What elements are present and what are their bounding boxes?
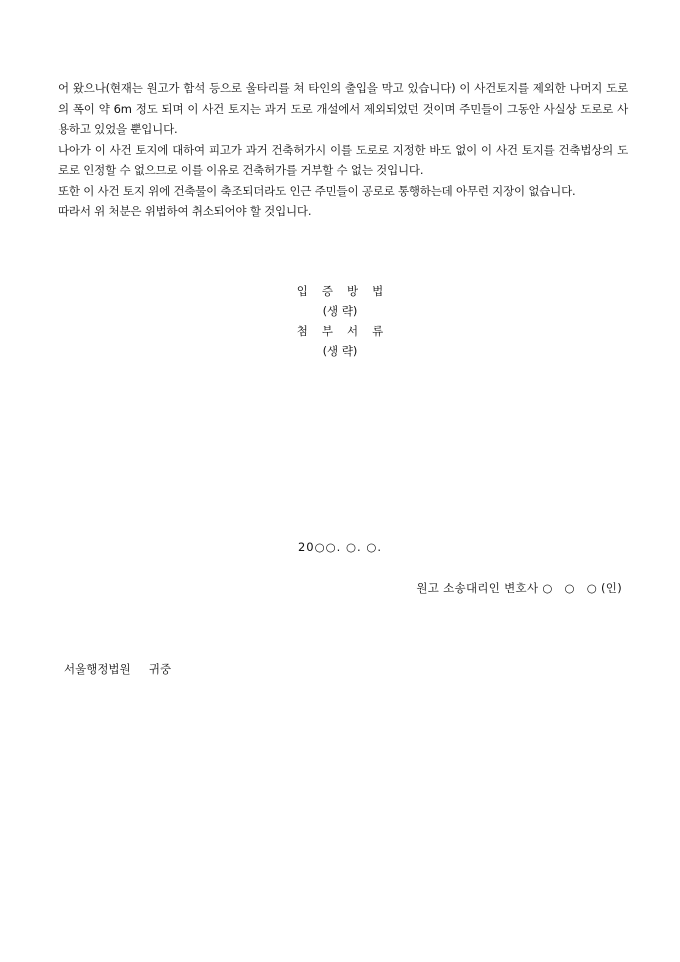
evidence-heading: 입증방법 xyxy=(296,284,398,298)
attachments-note: (생 략) xyxy=(322,344,358,358)
paragraph-no-obstruction: 또한 이 사건 토지 위에 건축물이 축조되더라도 인근 주민들이 공로로 통행하는데 아무런 지장이 없습니다. xyxy=(58,183,576,198)
paragraph-road-width: 어 왔으나(현재는 원고가 함석 등으로 울타리를 쳐 타인의 출입을 막고 있습니다) 이 사건토지를 제외한 나머지 도로의 폭이 약 6m 정도 되며 이 사건 토지는 과거 도로 개설에서 제외되었던 것이며 주민들이 그동안 사실상 도로로 사용하고 있었을 뿐입니다. xyxy=(58,81,628,136)
document-date: 20○○. ○. ○. xyxy=(297,540,383,554)
court-addressee: 서울행정법원 귀중 xyxy=(64,662,172,676)
paragraph-conclusion: 따라서 위 처분은 위법하여 취소되어야 할 것입니다. xyxy=(58,204,312,218)
paragraph-building-permit: 나아가 이 사건 토지에 대하여 피고가 과거 건축허가시 이를 도로로 지정한 바도 없이 이 사건 토지를 건축법상의 도로로 인정할 수 없으므로 이를 이유로 건축허가를 거부할 수 없는 것입니다. xyxy=(58,142,628,177)
body-text xyxy=(58,78,628,222)
attachments-heading: 첨부서류 xyxy=(296,324,398,338)
attachments-section xyxy=(0,321,680,361)
evidence-note: (생 략) xyxy=(322,304,358,318)
attorney-signature: 원고 소송대리인 변호사 ○ ○ ○ (인) xyxy=(416,581,622,595)
evidence-section xyxy=(0,281,680,321)
